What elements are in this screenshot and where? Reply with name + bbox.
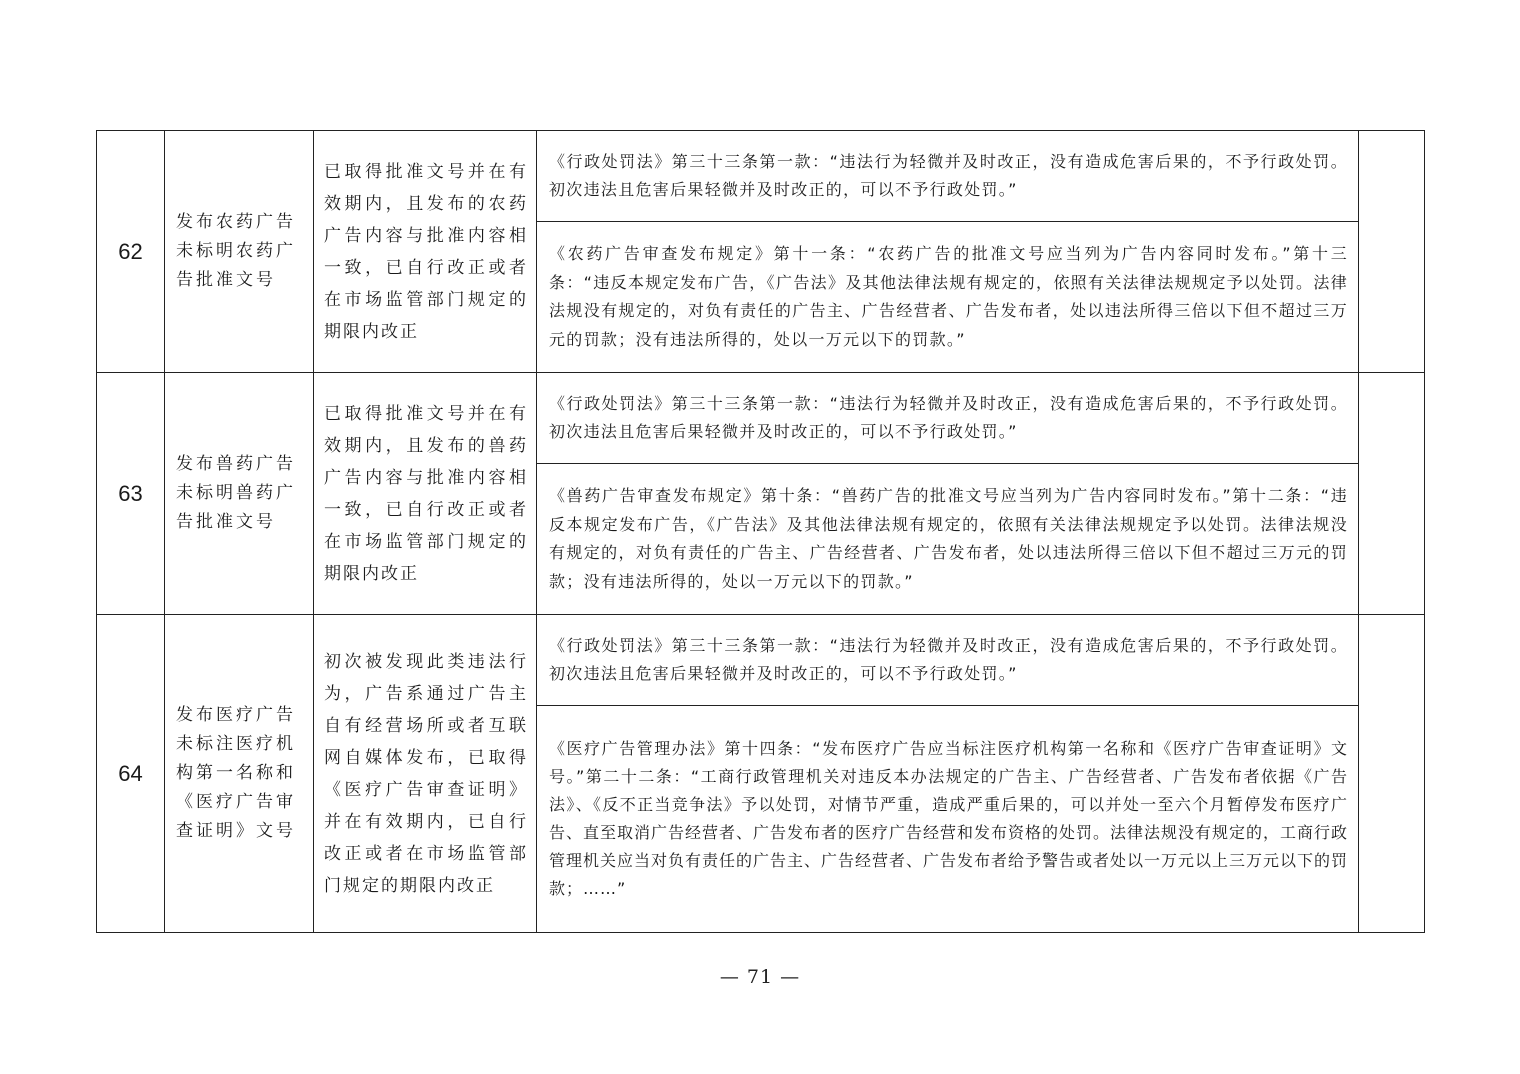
exemption-condition: 已取得批准文号并在有效期内，且发布的农药广告内容与批准内容相一致，已自行改正或者在市场监管部门规定的期限内改正: [314, 131, 537, 373]
legal-basis-specific: 《医疗广告管理办法》第十四条：“发布医疗广告应当标注医疗机构第一名称和《医疗广告审查证明》文号。”第二十二条：“工商行政管理机关对违反本办法规定的广告主、广告经营者、广告发布者依据《广告法》、《反不正当竞争法》予以处罚，对情节严重，造成严重后果的，可以并处一至六个月暂停发布医疗广告、直至取消广告经营者、广告发布者的医疗广告经营和发布资格的处罚。法律法规没有规定的，工商行政管理机关应当对负有责任的广告主、广告经营者、广告发布者给予警告或者处以一万元以上三万元以下的罚款；……”: [537, 706, 1359, 933]
remarks-cell: [1359, 131, 1425, 373]
legal-basis-general: 《行政处罚法》第三十三条第一款：“违法行为轻微并及时改正，没有造成危害后果的，不予行政处罚。初次违法且危害后果轻微并及时改正的，可以不予行政处罚。”: [537, 131, 1359, 222]
violation-item: 发布农药广告未标明农药广告批准文号: [165, 131, 314, 373]
violation-item: 发布兽药广告未标明兽药广告批准文号: [165, 373, 314, 615]
exemption-condition: 初次被发现此类违法行为，广告系通过广告主自有经营场所或者互联网自媒体发布，已取得《医疗广告审查证明》并在有效期内，已自行改正或者在市场监管部门规定的期限内改正: [314, 615, 537, 933]
exemption-condition: 已取得批准文号并在有效期内，且发布的兽药广告内容与批准内容相一致，已自行改正或者在市场监管部门规定的期限内改正: [314, 373, 537, 615]
legal-basis-specific: 《兽药广告审查发布规定》第十条：“兽药广告的批准文号应当列为广告内容同时发布。”第十二条：“违反本规定发布广告，《广告法》及其他法律法规有规定的，依照有关法律法规规定予以处罚。法律法规没有规定的，对负有责任的广告主、广告经营者、广告发布者，处以违法所得三倍以下但不超过三万元的罚款；没有违法所得的，处以一万元以下的罚款。”: [537, 464, 1359, 615]
legal-basis-general: 《行政处罚法》第三十三条第一款：“违法行为轻微并及时改正，没有造成危害后果的，不予行政处罚。初次违法且危害后果轻微并及时改正的，可以不予行政处罚。”: [537, 615, 1359, 706]
legal-basis-general: 《行政处罚法》第三十三条第一款：“违法行为轻微并及时改正，没有造成危害后果的，不予行政处罚。初次违法且危害后果轻微并及时改正的，可以不予行政处罚。”: [537, 373, 1359, 464]
table-row: [97, 131, 1425, 222]
regulation-table: [96, 130, 1425, 933]
row-number: 63: [97, 373, 165, 615]
row-number: 64: [97, 615, 165, 933]
violation-item: 发布医疗广告未标注医疗机构第一名称和《医疗广告审查证明》文号: [165, 615, 314, 933]
page-number: — 71 —: [719, 966, 801, 988]
remarks-cell: [1359, 373, 1425, 615]
legal-basis-specific: 《农药广告审查发布规定》第十一条：“农药广告的批准文号应当列为广告内容同时发布。”第十三条：“违反本规定发布广告，《广告法》及其他法律法规有规定的，依照有关法律法规规定予以处罚。法律法规没有规定的，对负有责任的广告主、广告经营者、广告发布者，处以违法所得三倍以下但不超过三万元的罚款；没有违法所得的，处以一万元以下的罚款。”: [537, 222, 1359, 373]
table-row: [97, 373, 1425, 464]
row-number: 62: [97, 131, 165, 373]
remarks-cell: [1359, 615, 1425, 933]
table-row: [97, 615, 1425, 706]
